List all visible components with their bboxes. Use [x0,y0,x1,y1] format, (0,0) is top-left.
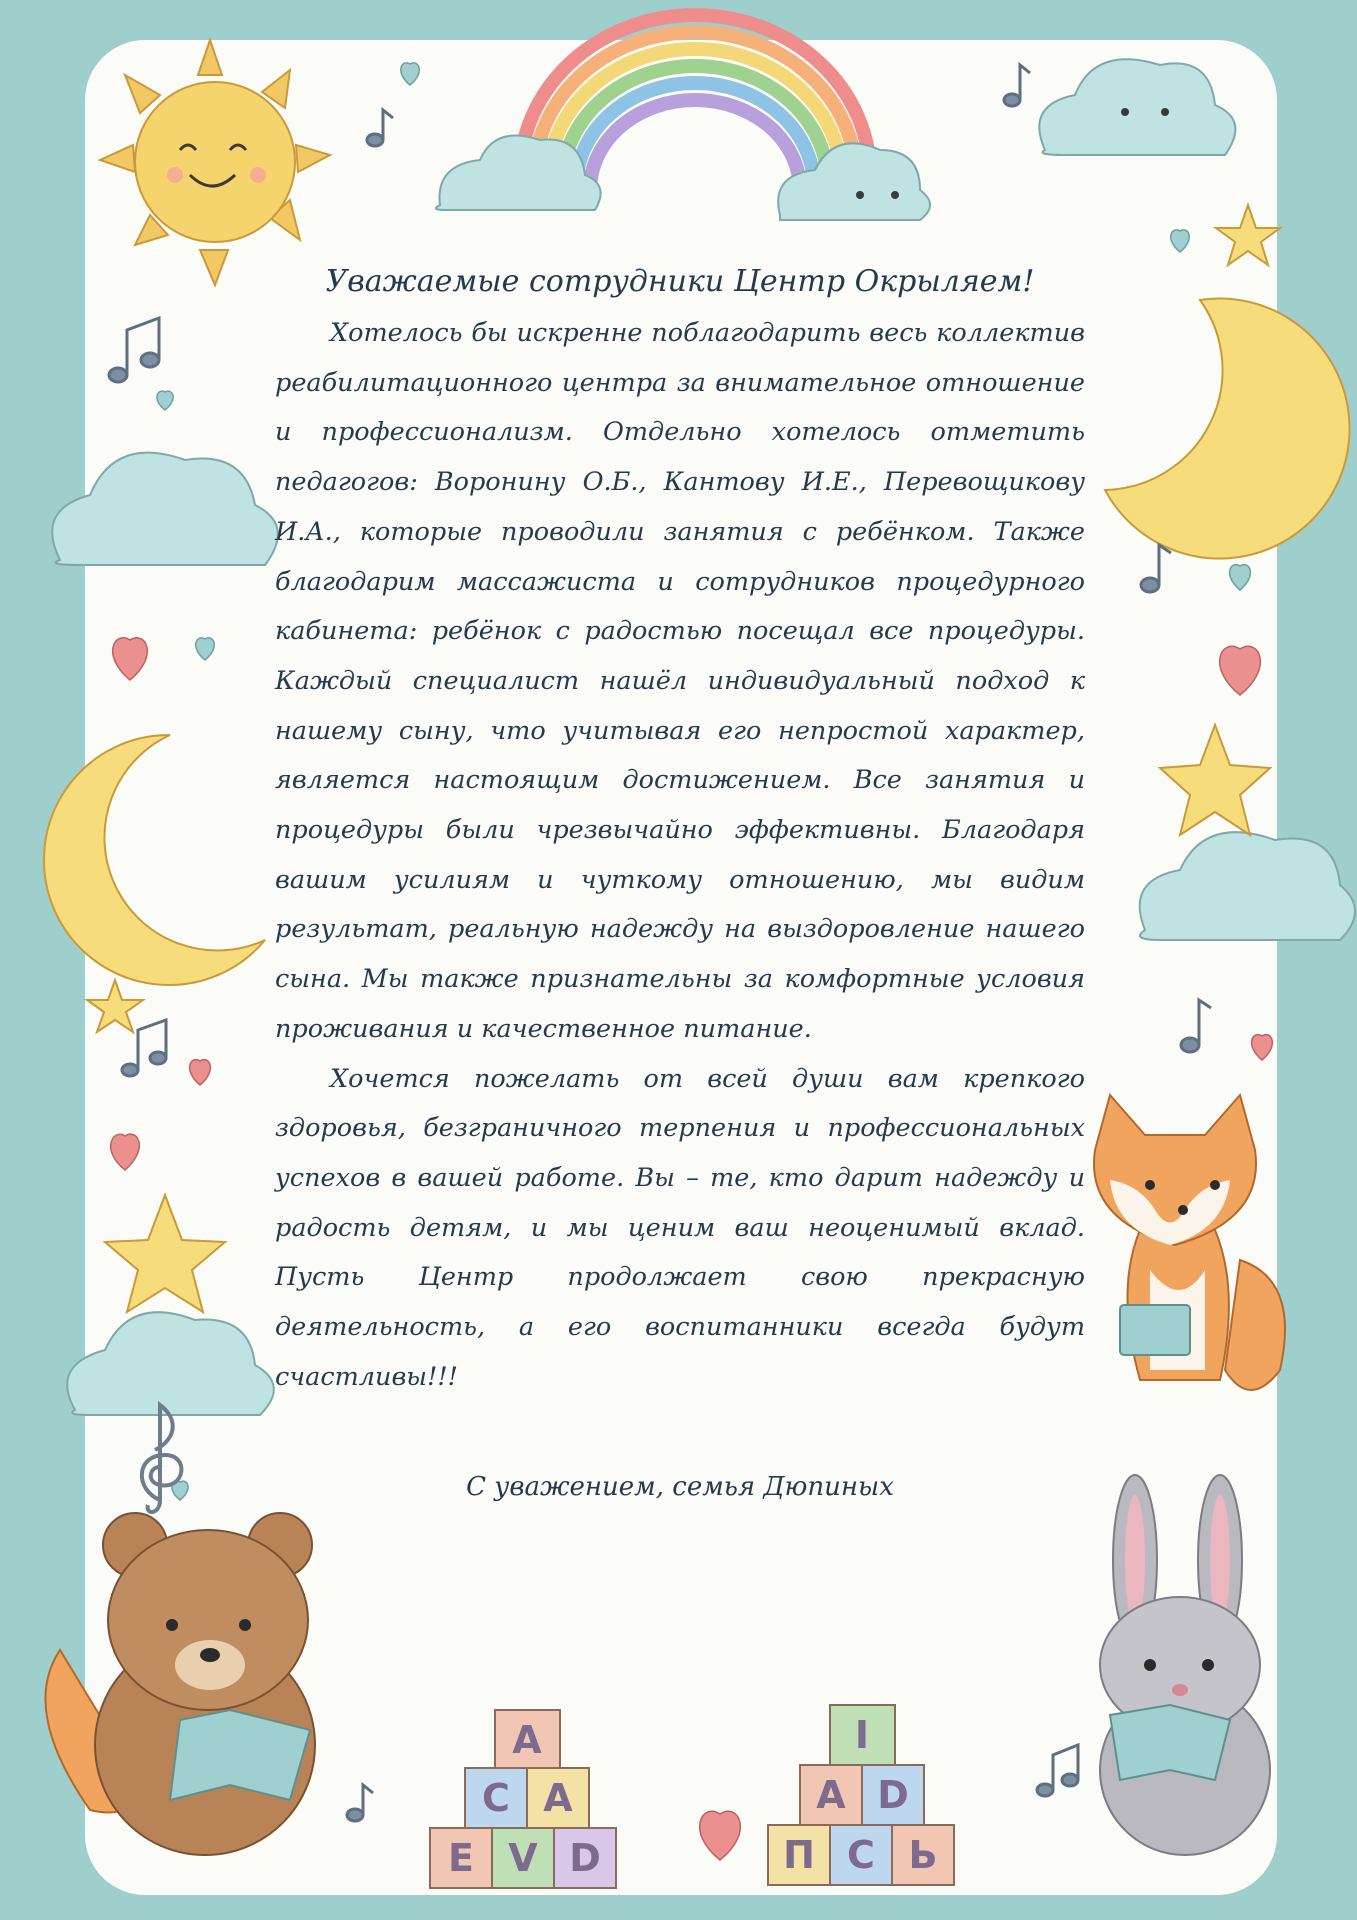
moon-icon [44,735,265,985]
bear-icon [45,1513,315,1855]
block-letter: Ь [908,1833,938,1877]
block-letter: D [877,1773,909,1817]
fox-icon [1094,1095,1285,1390]
cloud-icon [67,1312,274,1415]
block-letter: I [854,1713,870,1757]
star-icon [87,980,143,1032]
block-letter: V [508,1836,538,1880]
block-letter: D [569,1836,601,1880]
block-letter: С [847,1833,875,1877]
bunny-icon [1100,1475,1270,1855]
letter-paragraph: Хотелось бы искренне поблагодарить весь коллектив реабилитационного центра за внимательное отношение и профессионализм. Отдельно хотелось отметить педагогов: Воронину О.Б., Кантову И.Е., Перевощикову И.А., которые проводили занятия с ребёнком. Также благодарим массажиста и сотрудников процедурного кабинета: ребёнок с радостью посещал все процедуры. Каждый специалист нашёл индивидуальный подход к нашему сыну, что учитывая его непростой характер, является настоящим достижением. Все занятия и процедуры были чрезвычайно эффективны. Благодаря вашим усилиям и чуткому отношению, мы видим результат, реальную надежду на выздоровление нашего сына. Мы также признательны за комфортные условия проживания и качественное питание. [275,318,1085,1044]
block-letter: A [512,1718,542,1762]
cloud-icon [52,453,278,565]
block-letter: A [543,1776,573,1820]
letter-signature: С уважением, семья Дюпиных [466,1472,894,1503]
cloud-icon [1140,832,1355,940]
moon-icon [1105,299,1350,559]
block-letter: A [816,1773,846,1817]
block-letter: П [783,1833,815,1877]
letter-body [275,262,1085,1502]
star-icon [105,1195,225,1312]
star-icon [1216,205,1280,265]
letter-title: Уважаемые сотрудники Центр Окрыляем! [325,264,1035,299]
block-letter: C [482,1776,510,1820]
block-letter: E [448,1836,474,1880]
letter-paragraph: Хочется пожелать от всей души вам крепкого здоровья, безграничного терпения и профессиональных успехов в вашей работе. Вы – те, кто дарит надежду и радость детям, и мы ценим ваш неоценимый вклад. Пусть Центр продолжает свою прекрасную деятельность, а его воспитанники всегда будут счастливы!!! [275,1063,1085,1392]
sun-icon [100,40,330,285]
star-icon [1160,725,1270,835]
